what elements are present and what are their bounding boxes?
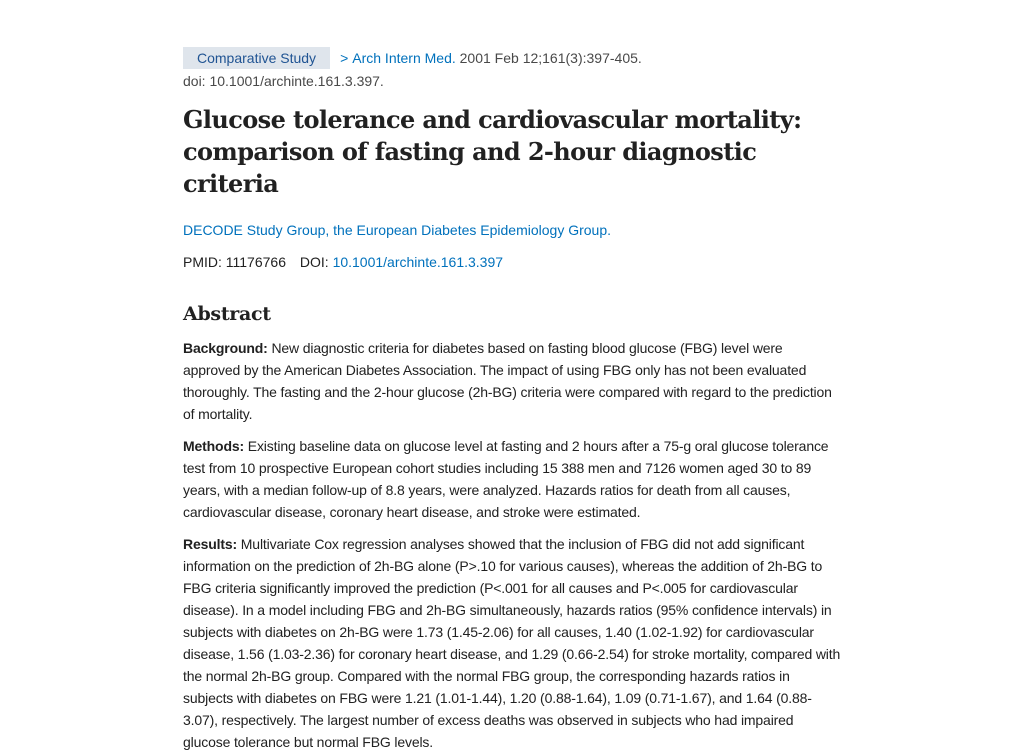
- section-text: New diagnostic criteria for diabetes based on fasting blood glucose (FBG) level were approved by the American Diabetes Association. The impact of using FBG only has not been evaluated thoroughly. The fasting and the 2-hour glucose (2h-BG) criteria were compared with regard to the prediction of mortality.: [183, 340, 832, 422]
- section-label: Results:: [183, 536, 238, 552]
- pmid-label: PMID:: [183, 254, 222, 270]
- journal-link[interactable]: Arch Intern Med.: [352, 50, 456, 66]
- abstract-results: [183, 533, 843, 753]
- doi-link[interactable]: 10.1001/archinte.161.3.397: [332, 254, 504, 270]
- citation-text: 2001 Feb 12;161(3):397-405.: [459, 50, 642, 66]
- section-label: Methods:: [183, 438, 245, 454]
- authors-link[interactable]: DECODE Study Group, the European Diabetes Epidemiology Group.: [183, 222, 612, 238]
- section-text: Existing baseline data on glucose level at fasting and 2 hours after a 75-g oral glucose tolerance test from 10 prospective European cohort studies including 15 388 men and 7126 women aged 30 to 89 years, with a median follow-up of 8.8 years, were analyzed. Hazards ratios for death from all causes, cardiovascular disease, coronary heart disease, and stroke were estimated.: [183, 438, 829, 520]
- abstract-background: [183, 337, 843, 425]
- section-text: Multivariate Cox regression analyses showed that the inclusion of FBG did not add significant information on the prediction of 2h-BG alone (P>.10 for various causes), whereas the addition of 2h-BG to FBG criteria significantly improved the prediction (P<.001 for all causes and P<.005 for cardiovascular disease). In a model including FBG and 2h-BG simultaneously, hazards ratios (95% confidence intervals) in subjects with diabetes on 2h-BG were 1.73 (1.45-2.06) for all causes, 1.40 (1.02-1.92) for cardiovascular disease, 1.56 (1.03-2.36) for coronary heart disease, and 1.29 (0.66-2.54) for stroke mortality, compared with the normal 2h-BG group. Compared with the normal FBG group, the corresponding hazards ratios in subjects with diabetes on FBG were 1.21 (1.01-1.44), 1.20 (0.88-1.64), 1.09 (0.71-1.67), and 1.64 (0.88-3.07), respectively. The largest number of excess deaths was observed in subjects who had impaired glucose tolerance but normal FBG levels.: [183, 536, 841, 750]
- abstract-methods: [183, 435, 843, 523]
- article-type-badge[interactable]: Comparative Study: [183, 47, 330, 69]
- article-page: [183, 47, 843, 753]
- abstract-heading: Abstract: [183, 303, 271, 325]
- doi-label: DOI:: [299, 254, 329, 270]
- article-title: Glucose tolerance and cardiovascular mortality: comparison of fasting and 2-hour diagnostic criteria: [183, 105, 802, 198]
- identifiers: [183, 252, 843, 272]
- doi-line: doi: 10.1001/archinte.161.3.397.: [183, 73, 384, 89]
- chevron-right-icon: >: [340, 50, 349, 66]
- pmid-value: 11176766: [225, 254, 286, 270]
- section-label: Background:: [183, 340, 268, 356]
- citation-line: [183, 47, 843, 69]
